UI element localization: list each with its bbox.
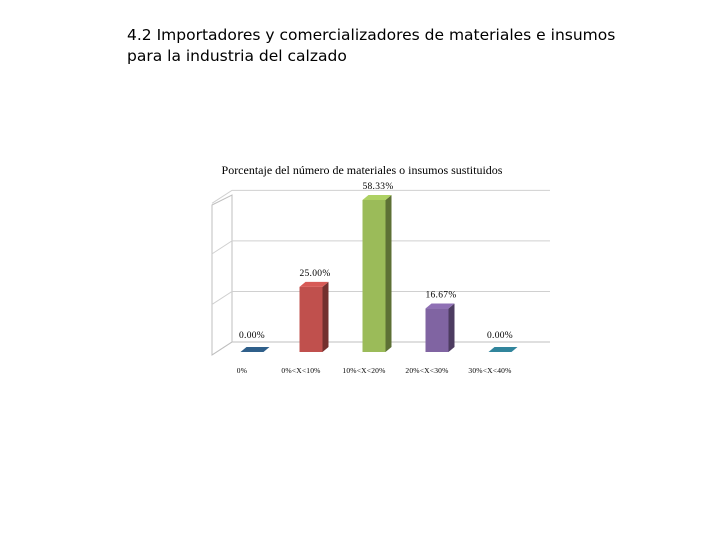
bar-front — [426, 309, 449, 352]
chart-side-wall — [212, 195, 232, 355]
bar-side — [323, 282, 329, 352]
data-label: 25.00% — [299, 268, 331, 279]
bar-front — [300, 287, 323, 352]
data-label: 16.67% — [425, 290, 457, 301]
bar-side — [449, 304, 455, 352]
chart-x-ticks — [237, 366, 512, 375]
bar-1 — [300, 282, 329, 352]
bar-3 — [426, 304, 455, 352]
bar-4 — [489, 347, 518, 352]
bar-side — [386, 195, 392, 352]
data-label: 0.00% — [238, 331, 266, 341]
x-tick-label: 0%<X<10% — [281, 366, 321, 375]
x-tick-label: 0% — [236, 366, 248, 375]
x-tick-label: 10%<X<20% — [342, 366, 386, 375]
bar-front — [363, 200, 386, 352]
heading-line-1: 4.2 Importadores y comercializadores de materiales e insumos — [127, 26, 616, 44]
bar-flat — [241, 347, 270, 352]
chart-title: Porcentaje del número de materiales o insumos sustituidos — [221, 163, 503, 177]
bar-2 — [363, 195, 392, 352]
x-tick-label: 30%<X<40% — [468, 366, 512, 375]
bar-0 — [241, 347, 270, 352]
chart-bars — [238, 195, 518, 352]
data-label: 58.33% — [362, 182, 394, 192]
data-label: 0.00% — [486, 331, 514, 341]
x-tick-label: 20%<X<30% — [405, 366, 449, 375]
heading-line-2: para la industria del calzado — [127, 47, 347, 65]
bar-flat — [489, 347, 518, 352]
